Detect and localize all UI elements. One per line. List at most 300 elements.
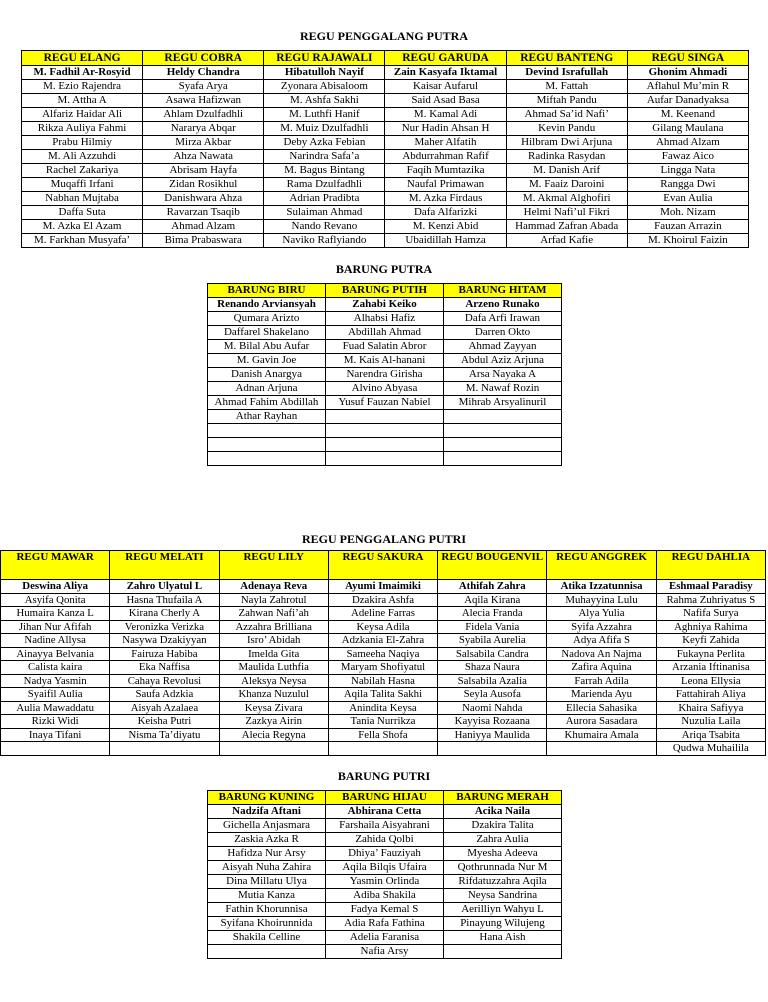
leader-name-cell: Atika Izzatunnisa bbox=[547, 580, 656, 594]
leader-name-cell: Ghonim Ahmadi bbox=[627, 66, 748, 80]
member-name-cell: Ahlam Dzulfadhli bbox=[143, 108, 264, 122]
member-name-cell: Rahma Zuhriyatus S bbox=[656, 593, 765, 607]
member-name-cell: Aqila Talita Sakhi bbox=[328, 688, 437, 702]
column-header: REGU SINGA bbox=[627, 51, 748, 66]
member-name-cell: M. Azka Firdaus bbox=[385, 192, 506, 206]
member-name-cell: M. Luthfi Hanif bbox=[264, 108, 385, 122]
member-name-cell: Farrah Adila bbox=[547, 674, 656, 688]
leader-name-cell: Adenaya Reva bbox=[219, 580, 328, 594]
leader-name-cell: Heldy Chandra bbox=[143, 66, 264, 80]
member-name-cell: Gichella Anjasmara bbox=[208, 819, 326, 833]
member-name-cell: Abdul Aziz Arjuna bbox=[444, 354, 562, 368]
leader-name-cell: Ayumi Imaimiki bbox=[328, 580, 437, 594]
column-header: REGU BOUGENVIL bbox=[438, 551, 547, 580]
column-header: REGU COBRA bbox=[143, 51, 264, 66]
regu-putri-title: REGU PENGGALANG PUTRI bbox=[301, 532, 466, 546]
member-name-cell: Zahra Aulia bbox=[444, 833, 562, 847]
table-row bbox=[208, 368, 562, 382]
member-name-cell: Veronizka Verizka bbox=[110, 620, 219, 634]
member-name-cell bbox=[1, 742, 110, 756]
member-name-cell: Arsa Nayaka A bbox=[444, 368, 562, 382]
member-name-cell: M. Muiz Dzulfadhli bbox=[264, 122, 385, 136]
table-row bbox=[208, 917, 562, 931]
leader-name-cell: Eshmaal Paradisy bbox=[656, 580, 765, 594]
table-row bbox=[208, 354, 562, 368]
member-name-cell: Aulia Mawaddatu bbox=[1, 701, 110, 715]
member-name-cell: Ahmad Sa’id Nafi’ bbox=[506, 108, 627, 122]
member-name-cell: Keyfi Zahida bbox=[656, 634, 765, 648]
table-row bbox=[22, 66, 749, 80]
table-row bbox=[208, 875, 562, 889]
member-name-cell: Zahwan Nafi’ah bbox=[219, 607, 328, 621]
member-name-cell: Moh. Nizam bbox=[627, 206, 748, 220]
member-name-cell: Naomi Nahda bbox=[438, 701, 547, 715]
member-name-cell: Mirza Akbar bbox=[143, 136, 264, 150]
member-name-cell: Danish Anargya bbox=[208, 368, 326, 382]
member-name-cell: Fairuza Habiba bbox=[110, 647, 219, 661]
member-name-cell bbox=[328, 742, 437, 756]
member-name-cell: Anindita Keysa bbox=[328, 701, 437, 715]
member-name-cell: Sameeha Naqiya bbox=[328, 647, 437, 661]
member-name-cell: Aleksya Neysa bbox=[219, 674, 328, 688]
member-name-cell: Syifana Khoirunnida bbox=[208, 917, 326, 931]
member-name-cell: M. Danish Arif bbox=[506, 164, 627, 178]
member-name-cell: Kayyisa Rozaana bbox=[438, 715, 547, 729]
column-header: BARUNG HIJAU bbox=[326, 791, 444, 805]
member-name-cell: Bima Prabaswara bbox=[143, 234, 264, 248]
leader-name-cell: Hibatulloh Nayif bbox=[264, 66, 385, 80]
leader-name-cell: Zain Kasyafa Iktamal bbox=[385, 66, 506, 80]
member-name-cell: Nadine Allysa bbox=[1, 634, 110, 648]
member-name-cell: Shaza Naura bbox=[438, 661, 547, 675]
member-name-cell: Leona Ellysia bbox=[656, 674, 765, 688]
member-name-cell: Narendra Girisha bbox=[326, 368, 444, 382]
member-name-cell: Fawaz Aico bbox=[627, 150, 748, 164]
leader-name-cell: Acika Naila bbox=[444, 805, 562, 819]
member-name-cell: Nisma Ta’diyatu bbox=[110, 728, 219, 742]
member-name-cell: Rikza Auliya Fahmi bbox=[22, 122, 143, 136]
member-name-cell: Deby Azka Febian bbox=[264, 136, 385, 150]
column-header: REGU MAWAR bbox=[1, 551, 110, 580]
member-name-cell bbox=[547, 742, 656, 756]
member-name-cell: Alecia Regyna bbox=[219, 728, 328, 742]
column-header: REGU LILY bbox=[219, 551, 328, 580]
member-name-cell: Aqila Kirana bbox=[438, 593, 547, 607]
member-name-cell: Qothrunnada Nur M bbox=[444, 861, 562, 875]
member-name-cell bbox=[326, 424, 444, 438]
member-name-cell bbox=[208, 945, 326, 959]
member-name-cell: Said Asad Basa bbox=[385, 94, 506, 108]
member-name-cell: Rifdatuzzahra Aqila bbox=[444, 875, 562, 889]
member-name-cell: Daffa Suta bbox=[22, 206, 143, 220]
table-row bbox=[1, 620, 766, 634]
member-name-cell: Syaifil Aulia bbox=[1, 688, 110, 702]
member-name-cell: Adia Rafa Fathina bbox=[326, 917, 444, 931]
member-name-cell: Keysa Adila bbox=[328, 620, 437, 634]
member-name-cell: Prabu Hilmiy bbox=[22, 136, 143, 150]
member-name-cell: Adya Afifa S bbox=[547, 634, 656, 648]
column-header: BARUNG PUTIH bbox=[326, 284, 444, 298]
table-row bbox=[208, 452, 562, 466]
member-name-cell: Fauzan Arrazin bbox=[627, 220, 748, 234]
member-name-cell: Helmi Nafi’ul Fikri bbox=[506, 206, 627, 220]
member-name-cell: Dzakira Ashfa bbox=[328, 593, 437, 607]
leader-name-cell: Arzeno Runako bbox=[444, 298, 562, 312]
member-name-cell: Nando Revano bbox=[264, 220, 385, 234]
table-row bbox=[208, 424, 562, 438]
member-name-cell: Mutia Kanza bbox=[208, 889, 326, 903]
member-name-cell bbox=[219, 742, 328, 756]
table-row bbox=[1, 607, 766, 621]
member-name-cell: Zidan Rosikhul bbox=[143, 178, 264, 192]
table-row bbox=[22, 164, 749, 178]
member-name-cell: Aisyah Nuha Zahira bbox=[208, 861, 326, 875]
member-name-cell: Ubaidillah Hamza bbox=[385, 234, 506, 248]
leader-name-cell: Renando Arviansyah bbox=[208, 298, 326, 312]
member-name-cell: Dhiya’ Fauziyah bbox=[326, 847, 444, 861]
member-name-cell: Lingga Nata bbox=[627, 164, 748, 178]
member-name-cell: M. Nawaf Rozin bbox=[444, 382, 562, 396]
member-name-cell: Narindra Safa’a bbox=[264, 150, 385, 164]
member-name-cell: Nasywa Dzakiyyan bbox=[110, 634, 219, 648]
member-name-cell: Rama Dzulfadhli bbox=[264, 178, 385, 192]
member-name-cell: Syafa Arya bbox=[143, 80, 264, 94]
member-name-cell: Dafa Alfarizki bbox=[385, 206, 506, 220]
member-name-cell bbox=[444, 424, 562, 438]
member-name-cell: Alvino Abyasa bbox=[326, 382, 444, 396]
table-row bbox=[1, 634, 766, 648]
member-name-cell: M. Bagus Bintang bbox=[264, 164, 385, 178]
member-name-cell: Nuzulia Laila bbox=[656, 715, 765, 729]
member-name-cell: Ahmad Zayyan bbox=[444, 340, 562, 354]
member-name-cell: Naviko Raflyiando bbox=[264, 234, 385, 248]
member-name-cell: Ahmad Alzam bbox=[143, 220, 264, 234]
member-name-cell: Aurora Sasadara bbox=[547, 715, 656, 729]
member-name-cell: Tania Nurrikza bbox=[328, 715, 437, 729]
leader-name-cell: Devind Israfullah bbox=[506, 66, 627, 80]
member-name-cell: Myesha Adeeva bbox=[444, 847, 562, 861]
member-name-cell: Haniyya Maulida bbox=[438, 728, 547, 742]
member-name-cell: Fidela Vania bbox=[438, 620, 547, 634]
member-name-cell: Aqila Bilqis Ufaira bbox=[326, 861, 444, 875]
member-name-cell bbox=[326, 410, 444, 424]
member-name-cell: Adiba Shakila bbox=[326, 889, 444, 903]
table-row bbox=[208, 861, 562, 875]
member-name-cell: Calista kaira bbox=[1, 661, 110, 675]
member-name-cell: Maulida Luthfia bbox=[219, 661, 328, 675]
member-name-cell: Hammad Zafran Abada bbox=[506, 220, 627, 234]
member-name-cell: M. Kais Al-hanani bbox=[326, 354, 444, 368]
barung-putra-title: BARUNG PUTRA bbox=[335, 262, 433, 276]
member-name-cell: Qumara Arizto bbox=[208, 312, 326, 326]
member-name-cell: Humaira Kanza L bbox=[1, 607, 110, 621]
member-name-cell: Rangga Dwi bbox=[627, 178, 748, 192]
member-name-cell: Asawa Hafizwan bbox=[143, 94, 264, 108]
member-name-cell: Fukayna Perlita bbox=[656, 647, 765, 661]
table-row bbox=[22, 80, 749, 94]
member-name-cell: Dina Millatu Ulya bbox=[208, 875, 326, 889]
member-name-cell bbox=[208, 452, 326, 466]
barung-putra-table bbox=[207, 283, 562, 466]
member-name-cell: Muqaffi Irfani bbox=[22, 178, 143, 192]
table-row bbox=[208, 340, 562, 354]
barung-putri-title: BARUNG PUTRI bbox=[337, 769, 431, 783]
member-name-cell: Ainayya Belvania bbox=[1, 647, 110, 661]
table-row bbox=[22, 94, 749, 108]
table-row bbox=[208, 833, 562, 847]
member-name-cell bbox=[438, 742, 547, 756]
member-name-cell: M. Bilal Abu Aufar bbox=[208, 340, 326, 354]
table-row bbox=[22, 192, 749, 206]
member-name-cell: Kirana Cherly A bbox=[110, 607, 219, 621]
column-header: BARUNG MERAH bbox=[444, 791, 562, 805]
member-name-cell: Keysa Zivara bbox=[219, 701, 328, 715]
column-header: BARUNG HITAM bbox=[444, 284, 562, 298]
member-name-cell: Fuad Salatin Abror bbox=[326, 340, 444, 354]
member-name-cell: Abrisam Hayfa bbox=[143, 164, 264, 178]
leader-name-cell: Abhirana Cetta bbox=[326, 805, 444, 819]
table-row bbox=[1, 674, 766, 688]
regu-putri-table bbox=[0, 550, 766, 756]
member-name-cell: Sulaiman Ahmad bbox=[264, 206, 385, 220]
member-name-cell: Imelda Gita bbox=[219, 647, 328, 661]
table-row bbox=[208, 396, 562, 410]
member-name-cell: Fella Shofa bbox=[328, 728, 437, 742]
member-name-cell: Qudwa Muhailila bbox=[656, 742, 765, 756]
member-name-cell: Adelia Faranisa bbox=[326, 931, 444, 945]
member-name-cell: Khaira Safiyya bbox=[656, 701, 765, 715]
column-header: REGU SAKURA bbox=[328, 551, 437, 580]
table-row bbox=[1, 580, 766, 594]
table-row bbox=[208, 326, 562, 340]
table-row bbox=[1, 593, 766, 607]
member-name-cell: Fattahirah Aliya bbox=[656, 688, 765, 702]
table-row bbox=[208, 819, 562, 833]
column-header: BARUNG BIRU bbox=[208, 284, 326, 298]
member-name-cell: M. Ashfa Sakhi bbox=[264, 94, 385, 108]
member-name-cell: Hafidza Nur Arsy bbox=[208, 847, 326, 861]
table-row bbox=[208, 298, 562, 312]
member-name-cell bbox=[208, 438, 326, 452]
member-name-cell: Nafia Arsy bbox=[326, 945, 444, 959]
member-name-cell: Dzakira Talita bbox=[444, 819, 562, 833]
member-name-cell bbox=[110, 742, 219, 756]
member-name-cell: Gilang Maulana bbox=[627, 122, 748, 136]
member-name-cell: Aufar Danadyaksa bbox=[627, 94, 748, 108]
member-name-cell: Ellecia Sahasika bbox=[547, 701, 656, 715]
table-row bbox=[208, 903, 562, 917]
member-name-cell bbox=[444, 438, 562, 452]
member-name-cell: Ahmad Alzam bbox=[627, 136, 748, 150]
member-name-cell: Nur Hadin Ahsan H bbox=[385, 122, 506, 136]
member-name-cell bbox=[326, 438, 444, 452]
member-name-cell: Khumaira Amala bbox=[547, 728, 656, 742]
member-name-cell: M. Farkhan Musyafa’ bbox=[22, 234, 143, 248]
member-name-cell: Darren Okto bbox=[444, 326, 562, 340]
member-name-cell: M. Gavin Joe bbox=[208, 354, 326, 368]
member-name-cell bbox=[444, 410, 562, 424]
table-row bbox=[1, 647, 766, 661]
member-name-cell: Mihrab Arsyalinuril bbox=[444, 396, 562, 410]
member-name-cell: Nafifa Surya bbox=[656, 607, 765, 621]
member-name-cell: Nadya Yasmin bbox=[1, 674, 110, 688]
member-name-cell: Ariqa Tsabita bbox=[656, 728, 765, 742]
table-row bbox=[22, 234, 749, 248]
member-name-cell: Nayla Zahrotul bbox=[219, 593, 328, 607]
table-row bbox=[22, 122, 749, 136]
table-row bbox=[22, 108, 749, 122]
member-name-cell: Adeline Farras bbox=[328, 607, 437, 621]
regu-putra-table bbox=[21, 50, 749, 248]
member-name-cell: Hana Aish bbox=[444, 931, 562, 945]
member-name-cell: Nadova An Najma bbox=[547, 647, 656, 661]
member-name-cell: Farshaila Aisyahrani bbox=[326, 819, 444, 833]
member-name-cell: Miftah Pandu bbox=[506, 94, 627, 108]
member-name-cell: Arzania Iftinanisa bbox=[656, 661, 765, 675]
table-row bbox=[208, 410, 562, 424]
member-name-cell: Aghniya Rahima bbox=[656, 620, 765, 634]
member-name-cell: Rachel Zakariya bbox=[22, 164, 143, 178]
member-name-cell bbox=[326, 452, 444, 466]
member-name-cell: Yasmin Orlinda bbox=[326, 875, 444, 889]
column-header: REGU ANGGREK bbox=[547, 551, 656, 580]
member-name-cell: M. Akmal Alghofiri bbox=[506, 192, 627, 206]
member-name-cell: Jihan Nur Afifah bbox=[1, 620, 110, 634]
member-name-cell: Dafa Arfi Irawan bbox=[444, 312, 562, 326]
member-name-cell: M. Fattah bbox=[506, 80, 627, 94]
member-name-cell: Nabhan Mujtaba bbox=[22, 192, 143, 206]
member-name-cell: Fadya Kemal S bbox=[326, 903, 444, 917]
member-name-cell: Hilbram Dwi Arjuna bbox=[506, 136, 627, 150]
member-name-cell: Ahza Nawata bbox=[143, 150, 264, 164]
barung-putri-table bbox=[207, 790, 562, 959]
member-name-cell: Alhabsi Hafiz bbox=[326, 312, 444, 326]
member-name-cell: Naufal Primawan bbox=[385, 178, 506, 192]
member-name-cell: Shakila Celline bbox=[208, 931, 326, 945]
member-name-cell: Alfariz Haidar Ali bbox=[22, 108, 143, 122]
table-row bbox=[1, 728, 766, 742]
member-name-cell: M. Azka El Azam bbox=[22, 220, 143, 234]
leader-name-cell: Zahabi Keiko bbox=[326, 298, 444, 312]
leader-name-cell: Zahro Ulyatul L bbox=[110, 580, 219, 594]
member-name-cell: Ravarzan Tsaqib bbox=[143, 206, 264, 220]
member-name-cell: Adrian Pradibta bbox=[264, 192, 385, 206]
member-name-cell: Saufa Adzkia bbox=[110, 688, 219, 702]
member-name-cell: Abdurrahman Rafif bbox=[385, 150, 506, 164]
member-name-cell: Hasna Thufaila A bbox=[110, 593, 219, 607]
column-header: REGU MELATI bbox=[110, 551, 219, 580]
member-name-cell: Evan Aulia bbox=[627, 192, 748, 206]
member-name-cell: Zyonara Abisaloom bbox=[264, 80, 385, 94]
member-name-cell: M. Faaiz Daroini bbox=[506, 178, 627, 192]
member-name-cell: Salsabila Candra bbox=[438, 647, 547, 661]
column-header: REGU BANTENG bbox=[506, 51, 627, 66]
member-name-cell: Arfad Kafie bbox=[506, 234, 627, 248]
member-name-cell: M. Keenand bbox=[627, 108, 748, 122]
member-name-cell: M. Khoirul Faizin bbox=[627, 234, 748, 248]
table-row bbox=[1, 661, 766, 675]
table-row bbox=[22, 220, 749, 234]
table-row bbox=[208, 945, 562, 959]
member-name-cell: Daffarel Shakelano bbox=[208, 326, 326, 340]
column-header: REGU GARUDA bbox=[385, 51, 506, 66]
member-name-cell: Nabilah Hasna bbox=[328, 674, 437, 688]
table-row bbox=[208, 312, 562, 326]
table-row bbox=[208, 382, 562, 396]
member-name-cell: Azzahra Brilliana bbox=[219, 620, 328, 634]
member-name-cell: Zaskia Azka R bbox=[208, 833, 326, 847]
member-name-cell: Ahmad Fahim Abdillah bbox=[208, 396, 326, 410]
leader-name-cell: Athifah Zahra bbox=[438, 580, 547, 594]
table-row bbox=[22, 178, 749, 192]
member-name-cell: Aisyah Azalaea bbox=[110, 701, 219, 715]
member-name-cell: Cahaya Revolusi bbox=[110, 674, 219, 688]
member-name-cell: Seyla Ausofa bbox=[438, 688, 547, 702]
member-name-cell bbox=[208, 424, 326, 438]
member-name-cell: Zahida Qolbi bbox=[326, 833, 444, 847]
leader-name-cell: Nadzifa Aftani bbox=[208, 805, 326, 819]
member-name-cell: Yusuf Fauzan Nabiel bbox=[326, 396, 444, 410]
member-name-cell: Inaya Tifani bbox=[1, 728, 110, 742]
regu-putra-title: REGU PENGGALANG PUTRA bbox=[299, 29, 468, 43]
member-name-cell: M. Attha A bbox=[22, 94, 143, 108]
member-name-cell: Faqih Mumtazika bbox=[385, 164, 506, 178]
member-name-cell: Abdillah Ahmad bbox=[326, 326, 444, 340]
table-row bbox=[1, 701, 766, 715]
member-name-cell: Danishwara Ahza bbox=[143, 192, 264, 206]
member-name-cell: Maryam Shofiyatul bbox=[328, 661, 437, 675]
table-row bbox=[208, 438, 562, 452]
member-name-cell: M. Ali Azzuhdi bbox=[22, 150, 143, 164]
table-row bbox=[208, 931, 562, 945]
table-row bbox=[22, 136, 749, 150]
member-name-cell bbox=[444, 945, 562, 959]
column-header: BARUNG KUNING bbox=[208, 791, 326, 805]
member-name-cell: Muhayyina Lulu bbox=[547, 593, 656, 607]
member-name-cell: Syifa Azzahra bbox=[547, 620, 656, 634]
member-name-cell: Zazkya Airin bbox=[219, 715, 328, 729]
member-name-cell: Syabila Aurelia bbox=[438, 634, 547, 648]
member-name-cell: Khanza Nuzulul bbox=[219, 688, 328, 702]
member-name-cell: M. Kamal Adi bbox=[385, 108, 506, 122]
member-name-cell: Pinayung Wilujeng bbox=[444, 917, 562, 931]
member-name-cell: M. Ezio Rajendra bbox=[22, 80, 143, 94]
member-name-cell: Salsabila Azalia bbox=[438, 674, 547, 688]
member-name-cell: Alecia Franda bbox=[438, 607, 547, 621]
member-name-cell: Rizki Widi bbox=[1, 715, 110, 729]
member-name-cell: Asyifa Qonita bbox=[1, 593, 110, 607]
member-name-cell: Adnan Arjuna bbox=[208, 382, 326, 396]
member-name-cell: Athar Rayhan bbox=[208, 410, 326, 424]
member-name-cell: Eka Naffisa bbox=[110, 661, 219, 675]
table-row bbox=[208, 889, 562, 903]
member-name-cell: Adzkania El-Zahra bbox=[328, 634, 437, 648]
table-row bbox=[208, 847, 562, 861]
member-name-cell: Alya Yulia bbox=[547, 607, 656, 621]
member-name-cell: Aerilliyn Wahyu L bbox=[444, 903, 562, 917]
column-header: REGU RAJAWALI bbox=[264, 51, 385, 66]
table-row bbox=[1, 742, 766, 756]
table-row bbox=[22, 150, 749, 164]
member-name-cell: Fathin Khorunnisa bbox=[208, 903, 326, 917]
member-name-cell: Aflahul Mu’min R bbox=[627, 80, 748, 94]
member-name-cell: Marienda Ayu bbox=[547, 688, 656, 702]
column-header: REGU ELANG bbox=[22, 51, 143, 66]
member-name-cell: M. Kenzi Abid bbox=[385, 220, 506, 234]
member-name-cell bbox=[444, 452, 562, 466]
table-row bbox=[22, 206, 749, 220]
column-header: REGU DAHLIA bbox=[656, 551, 765, 580]
